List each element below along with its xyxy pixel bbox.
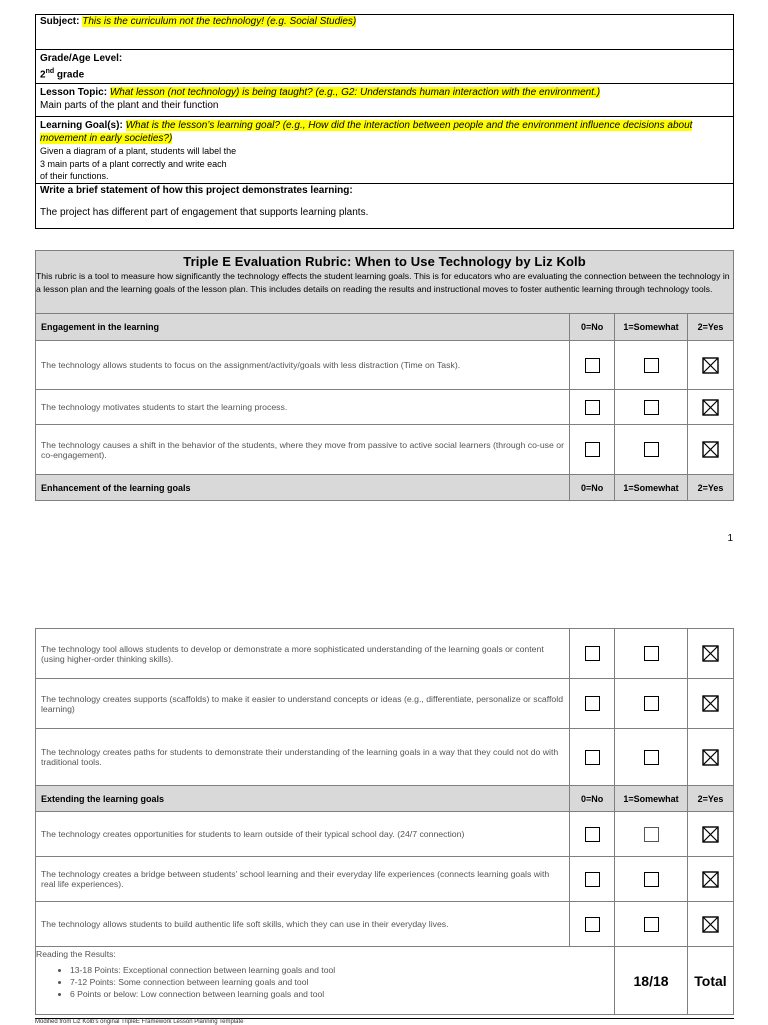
checkbox-unchecked[interactable] — [644, 646, 659, 661]
col-yes: 2=Yes — [688, 314, 734, 341]
checkbox-checked-icon[interactable] — [702, 645, 719, 662]
col-yes: 2=Yes — [688, 786, 734, 812]
grade-label: Grade/Age Level: — [40, 53, 123, 64]
topic-hint: What lesson (not technology) is being taught? (e.g., G2: Understands human interaction with the environment.) — [109, 87, 601, 98]
table-row — [36, 341, 734, 390]
total-label: Total — [688, 947, 734, 1015]
criterion-text: The technology creates paths for students to demonstrate their understanding of the learning goals in a way that they could not do with traditional tools. — [36, 729, 570, 786]
goal-cell — [36, 117, 734, 184]
col-somewhat: 1=Somewhat — [615, 314, 688, 341]
checkbox-unchecked[interactable] — [585, 646, 600, 661]
checkbox-unchecked[interactable] — [585, 442, 600, 457]
col-no: 0=No — [570, 475, 615, 501]
criterion-text: The technology allows students to build authentic life soft skills, which they can use in their everyday lives. — [36, 902, 570, 947]
section-heading: Extending the learning goals — [36, 786, 570, 812]
list-item: • 13-18 Points: Exceptional connection between learning goals and tool — [70, 964, 614, 976]
checkbox-checked-icon[interactable] — [702, 916, 719, 933]
rubric-table-page2 — [35, 628, 734, 947]
rubric-table-page1 — [35, 313, 734, 501]
grade-cell — [36, 50, 734, 84]
col-no: 0=No — [570, 786, 615, 812]
statement-value: The project has different part of engagement that supports learning plants. — [40, 206, 369, 218]
col-no: 0=No — [570, 314, 615, 341]
checkbox-unchecked[interactable] — [585, 872, 600, 887]
score-value: 18/18 — [615, 947, 688, 1015]
section-header-extending — [36, 786, 734, 812]
criterion-text: The technology creates opportunities for students to learn outside of their typical school day. (24/7 connection) — [36, 812, 570, 857]
checkbox-unchecked[interactable] — [585, 400, 600, 415]
lesson-info-table — [35, 14, 734, 229]
col-somewhat: 1=Somewhat — [615, 786, 688, 812]
checkbox-unchecked[interactable] — [585, 827, 600, 842]
subject-label: Subject — [40, 16, 77, 27]
goal-hint: What is the lesson’s learning goal? (e.g., How did the interaction between people and the environment influence decisions about movement in early societies?) — [40, 120, 693, 144]
rubric-title: Triple E Evaluation Rubric: When to Use Technology by Liz Kolb — [183, 254, 586, 269]
goal-line: of their functions. — [40, 171, 109, 181]
checkbox-checked-icon[interactable] — [702, 871, 719, 888]
criterion-text: The technology allows students to focus on the assignment/activity/goals with less distraction (Time on Task). — [36, 341, 570, 390]
rubric-description: This rubric is a tool to measure how significantly the technology effects the student learning goals. This is for educators who are evaluating the connection between the technology in a lesson plan and the learning goals of the lesson plan. This includes details on reading the results and instructional moves to foster authentic learning through technology tools. — [36, 271, 730, 294]
checkbox-unchecked[interactable] — [644, 827, 659, 842]
rubric-header — [35, 250, 734, 315]
topic-cell — [36, 84, 734, 117]
goal-label: Learning Goal(s): — [40, 120, 123, 131]
checkbox-checked-icon[interactable] — [702, 399, 719, 416]
checkbox-unchecked[interactable] — [585, 696, 600, 711]
checkbox-unchecked[interactable] — [585, 358, 600, 373]
table-row — [36, 812, 734, 857]
results-cell — [36, 947, 615, 1015]
checkbox-checked-icon[interactable] — [702, 826, 719, 843]
checkbox-checked-icon[interactable] — [702, 749, 719, 766]
section-header-engagement — [36, 314, 734, 341]
section-heading: Engagement in the learning — [36, 314, 570, 341]
checkbox-unchecked[interactable] — [644, 872, 659, 887]
page-number: 1 — [727, 533, 733, 544]
table-row — [36, 857, 734, 902]
checkbox-unchecked[interactable] — [644, 400, 659, 415]
checkbox-unchecked[interactable] — [644, 696, 659, 711]
results-heading: Reading the Results: — [36, 949, 116, 959]
topic-label: Lesson Topic: — [40, 87, 108, 98]
grade-value: 2nd grade — [40, 68, 85, 81]
goal-line: Given a diagram of a plant, students will label the — [40, 146, 237, 156]
checkbox-unchecked[interactable] — [644, 917, 659, 932]
col-yes: 2=Yes — [688, 475, 734, 501]
checkbox-unchecked[interactable] — [585, 750, 600, 765]
section-heading: Enhancement of the learning goals — [36, 475, 570, 501]
results-table — [35, 946, 734, 1015]
checkbox-unchecked[interactable] — [644, 442, 659, 457]
table-row — [36, 629, 734, 679]
checkbox-checked-icon[interactable] — [702, 695, 719, 712]
table-row — [36, 729, 734, 786]
list-item: • 6 Points or below: Low connection between learning goals and tool — [70, 988, 614, 1000]
goal-line: 3 main parts of a plant correctly and write each — [40, 158, 227, 169]
checkbox-unchecked[interactable] — [585, 917, 600, 932]
list-item: • 7-12 Points: Some connection between learning goals and tool — [70, 976, 614, 988]
table-row — [36, 425, 734, 475]
table-row — [36, 390, 734, 425]
checkbox-checked-icon[interactable] — [702, 441, 719, 458]
col-somewhat: 1=Somewhat — [615, 475, 688, 501]
criterion-text: The technology creates supports (scaffolds) to make it easier to understand concepts or ideas (e.g., differentiate, personalize or scaffold learning) — [36, 679, 570, 729]
criterion-text: The technology tool allows students to develop or demonstrate a more sophisticated understanding of the learning goals or content (using higher-order thinking skills). — [36, 629, 570, 679]
subject-hint: This is the curriculum not the technology! (e.g. Social Studies) — [82, 16, 357, 27]
table-row — [36, 902, 734, 947]
section-header-enhancement — [36, 475, 734, 501]
statement-label: Write a brief statement of how this project demonstrates learning: — [40, 184, 353, 196]
subject-cell: Subject: This is the curriculum not the technology! (e.g. Social Studies) — [36, 15, 734, 50]
footer-note: Modified from Liz Kolb's original TripleE Framework Lesson Planning Template — [35, 1018, 734, 1025]
criterion-text: The technology causes a shift in the behavior of the students, where they move from passive to active social learners (through co-use or co-engagement). — [36, 425, 570, 475]
checkbox-unchecked[interactable] — [644, 358, 659, 373]
criterion-text: The technology motivates students to start the learning process. — [36, 390, 570, 425]
checkbox-checked-icon[interactable] — [702, 357, 719, 374]
results-list — [36, 964, 614, 1000]
table-row — [36, 679, 734, 729]
checkbox-unchecked[interactable] — [644, 750, 659, 765]
topic-value: Main parts of the plant and their function — [40, 100, 219, 111]
criterion-text: The technology creates a bridge between students’ school learning and their everyday life experiences (connects learning goals with real life experiences). — [36, 857, 570, 902]
statement-cell — [36, 183, 734, 228]
